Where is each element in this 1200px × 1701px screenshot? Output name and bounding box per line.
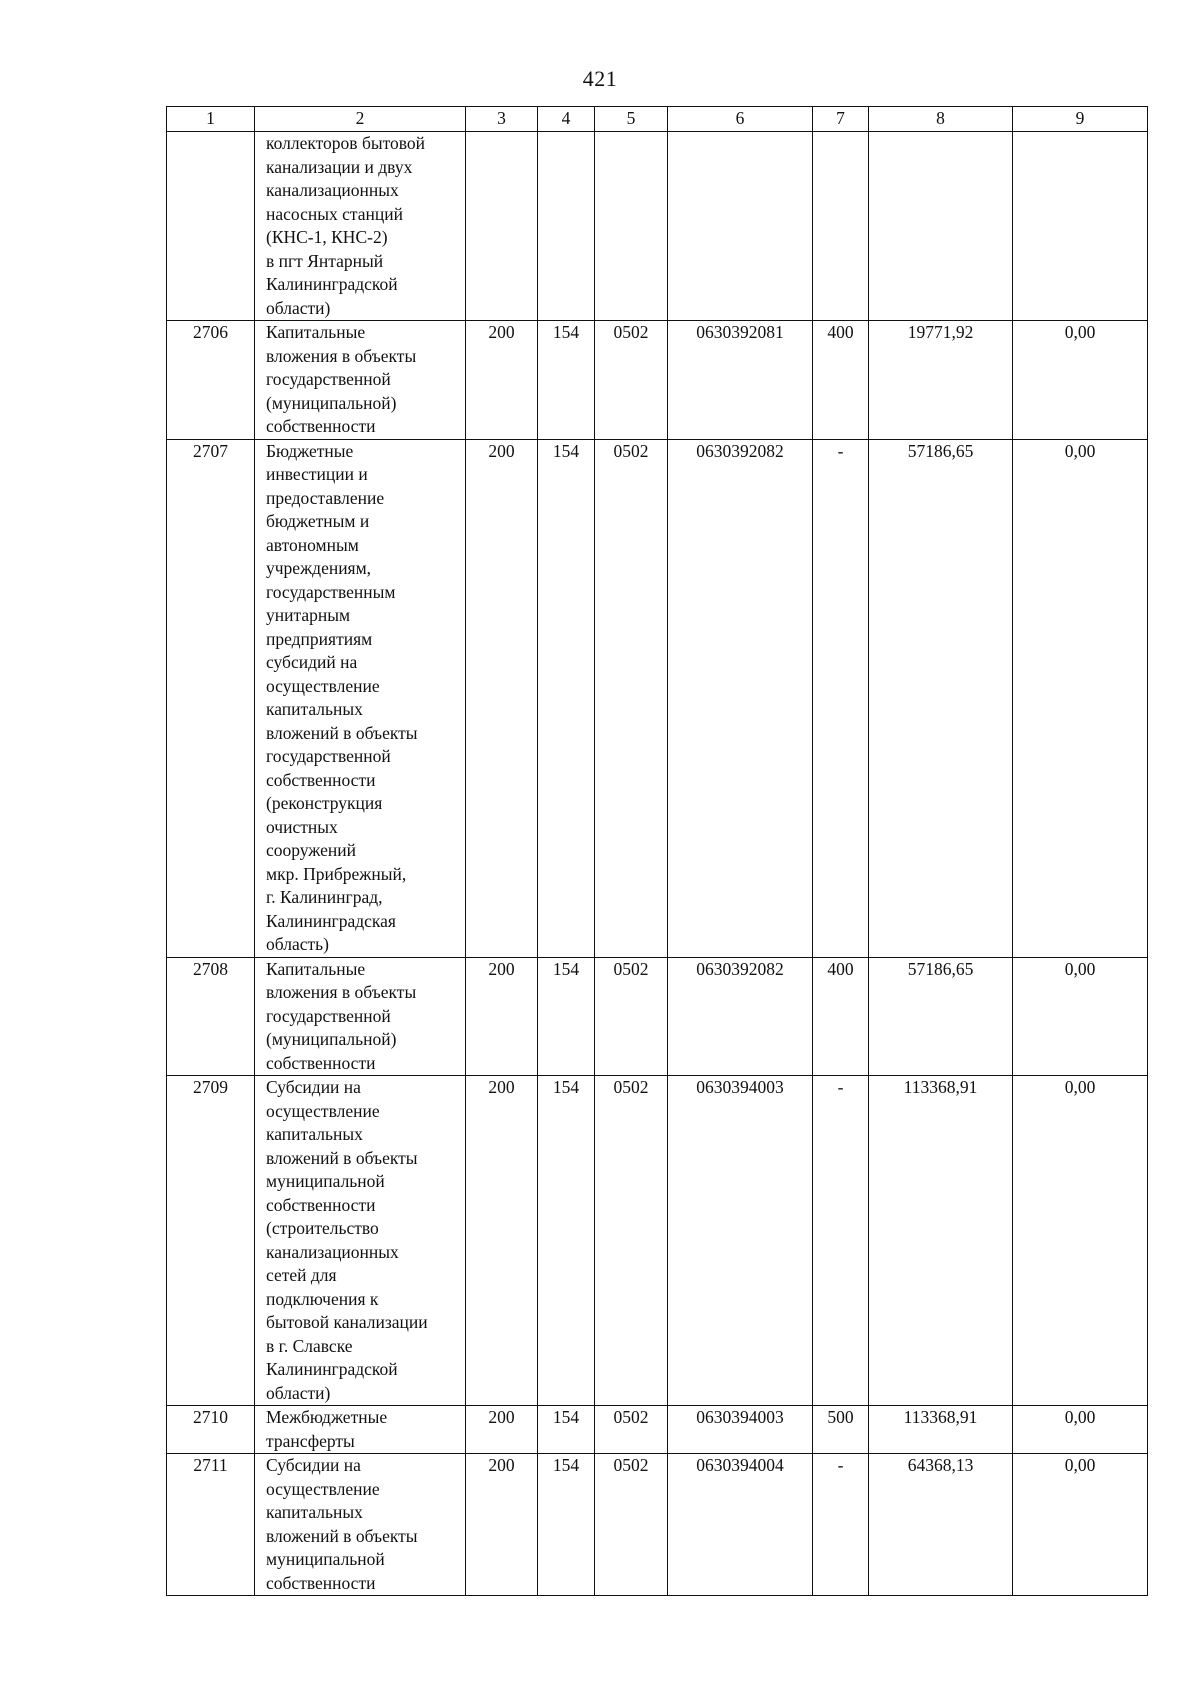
row-number: 2708 bbox=[167, 957, 255, 1076]
cell-col7: - bbox=[813, 1454, 869, 1596]
table-row bbox=[167, 957, 1148, 1076]
cell-col8: 57186,65 bbox=[869, 957, 1013, 1076]
row-description: Межбюджетные трансферты bbox=[255, 1406, 466, 1454]
cell-col7: - bbox=[813, 1076, 869, 1406]
cell-col3 bbox=[466, 132, 538, 321]
cell-col7: 400 bbox=[813, 957, 869, 1076]
cell-col4: 154 bbox=[538, 1454, 595, 1596]
cell-col4 bbox=[538, 132, 595, 321]
cell-col9: 0,00 bbox=[1013, 1454, 1148, 1596]
cell-col5: 0502 bbox=[595, 957, 668, 1076]
cell-col3: 200 bbox=[466, 439, 538, 957]
cell-col6: 0630392081 bbox=[668, 321, 813, 440]
table-row bbox=[167, 132, 1148, 321]
cell-col3: 200 bbox=[466, 1406, 538, 1454]
cell-col5: 0502 bbox=[595, 1076, 668, 1406]
column-header: 3 bbox=[466, 107, 538, 132]
column-header: 9 bbox=[1013, 107, 1148, 132]
cell-col6 bbox=[668, 132, 813, 321]
cell-col7: 400 bbox=[813, 321, 869, 440]
row-description: Бюджетные инвестиции и предоставление бюджетным и автономным учреждениям, государственным унитарным предприятиям субсидий на осуществление капитальных вложений в объекты государственной собственности (реконструкция очистных сооружений мкр. Прибрежный, г. Калининград, Калининградская область) bbox=[255, 439, 466, 957]
cell-col9: 0,00 bbox=[1013, 439, 1148, 957]
row-description: коллекторов бытовой канализации и двух канализационных насосных станций (КНС-1, КНС-2) в пгт Янтарный Калининградской области) bbox=[255, 132, 466, 321]
cell-col5: 0502 bbox=[595, 321, 668, 440]
row-number: 2706 bbox=[167, 321, 255, 440]
column-header: 8 bbox=[869, 107, 1013, 132]
page-number: 421 bbox=[582, 66, 618, 91]
table-row bbox=[167, 1076, 1148, 1406]
row-description: Субсидии на осуществление капитальных вложений в объекты муниципальной собственности bbox=[255, 1454, 466, 1596]
cell-col7: - bbox=[813, 439, 869, 957]
header-row bbox=[167, 107, 1148, 132]
cell-col7: 500 bbox=[813, 1406, 869, 1454]
cell-col3: 200 bbox=[466, 957, 538, 1076]
cell-col9 bbox=[1013, 132, 1148, 321]
row-description: Субсидии на осуществление капитальных вложений в объекты муниципальной собственности (строительство канализационных сетей для подключения к бытовой канализации в г. Славске Калининградской области) bbox=[255, 1076, 466, 1406]
cell-col3: 200 bbox=[466, 321, 538, 440]
cell-col4: 154 bbox=[538, 321, 595, 440]
cell-col5: 0502 bbox=[595, 1454, 668, 1596]
cell-col6: 0630394003 bbox=[668, 1076, 813, 1406]
cell-col3: 200 bbox=[466, 1454, 538, 1596]
cell-col6: 0630394003 bbox=[668, 1406, 813, 1454]
cell-col5: 0502 bbox=[595, 439, 668, 957]
cell-col6: 0630394004 bbox=[668, 1454, 813, 1596]
table-row bbox=[167, 439, 1148, 957]
cell-col6: 0630392082 bbox=[668, 957, 813, 1076]
table-row bbox=[167, 1454, 1148, 1596]
cell-col8: 19771,92 bbox=[869, 321, 1013, 440]
column-header: 1 bbox=[167, 107, 255, 132]
column-header: 5 bbox=[595, 107, 668, 132]
row-number: 2709 bbox=[167, 1076, 255, 1406]
cell-col9: 0,00 bbox=[1013, 1076, 1148, 1406]
cell-col8: 57186,65 bbox=[869, 439, 1013, 957]
cell-col8: 64368,13 bbox=[869, 1454, 1013, 1596]
cell-col9: 0,00 bbox=[1013, 321, 1148, 440]
cell-col4: 154 bbox=[538, 1406, 595, 1454]
column-header: 6 bbox=[668, 107, 813, 132]
cell-col4: 154 bbox=[538, 439, 595, 957]
cell-col4: 154 bbox=[538, 1076, 595, 1406]
column-header: 7 bbox=[813, 107, 869, 132]
column-header: 2 bbox=[255, 107, 466, 132]
table-row bbox=[167, 321, 1148, 440]
cell-col5: 0502 bbox=[595, 1406, 668, 1454]
row-number: 2711 bbox=[167, 1454, 255, 1596]
row-description: Капитальные вложения в объекты государственной (муниципальной) собственности bbox=[255, 957, 466, 1076]
cell-col8: 113368,91 bbox=[869, 1076, 1013, 1406]
cell-col7 bbox=[813, 132, 869, 321]
cell-col8: 113368,91 bbox=[869, 1406, 1013, 1454]
column-header: 4 bbox=[538, 107, 595, 132]
cell-col9: 0,00 bbox=[1013, 1406, 1148, 1454]
row-description: Капитальные вложения в объекты государственной (муниципальной) собственности bbox=[255, 321, 466, 440]
row-number: 2707 bbox=[167, 439, 255, 957]
table-row bbox=[167, 1406, 1148, 1454]
cell-col9: 0,00 bbox=[1013, 957, 1148, 1076]
cell-col5 bbox=[595, 132, 668, 321]
cell-col6: 0630392082 bbox=[668, 439, 813, 957]
budget-table bbox=[166, 106, 1148, 1596]
cell-col4: 154 bbox=[538, 957, 595, 1076]
cell-col8 bbox=[869, 132, 1013, 321]
cell-col3: 200 bbox=[466, 1076, 538, 1406]
row-number: 2710 bbox=[167, 1406, 255, 1454]
row-number bbox=[167, 132, 255, 321]
